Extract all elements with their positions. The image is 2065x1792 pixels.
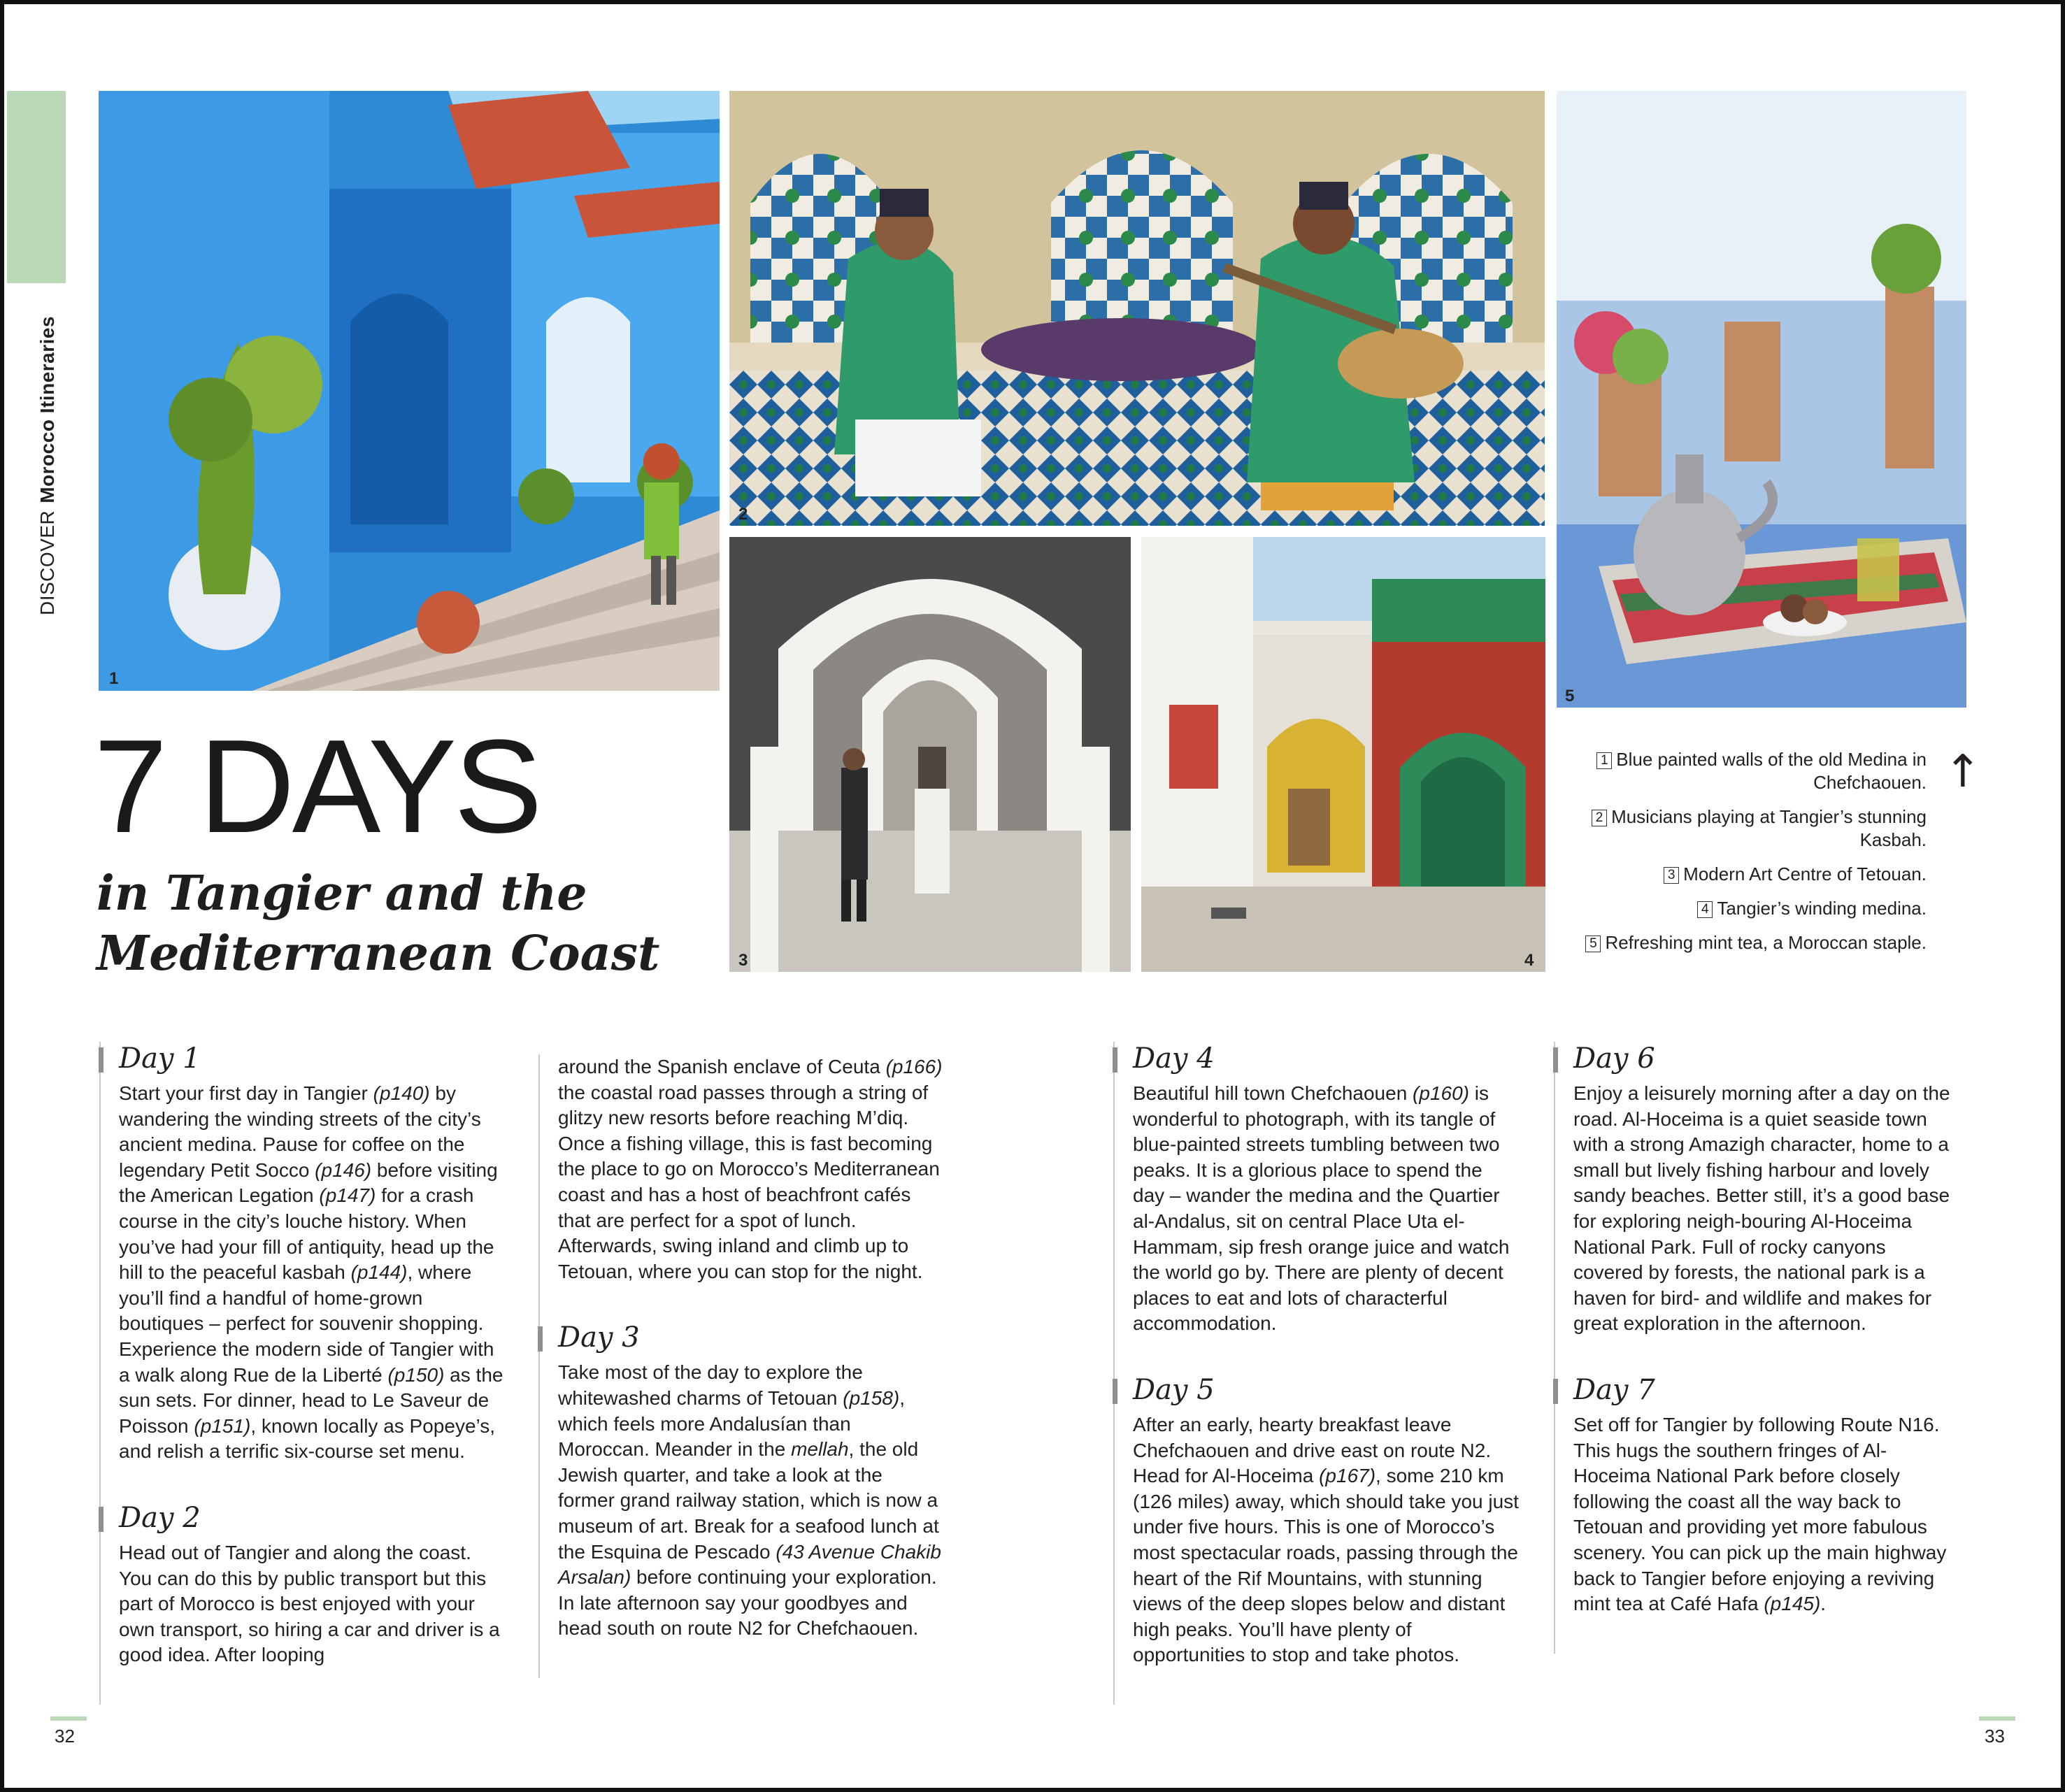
day-2-body: Head out of Tangier and along the coast. You can do this by public transport but this part of Morocco is best enjoyed with your own transport, so hiring a car and driver is a good idea. After looping [119,1541,500,1666]
day-4-heading: Day 4 [1133,1042,1519,1075]
photo-5-illustration [1557,91,1966,708]
folio-left-bar [50,1716,87,1721]
photo-2-illustration [729,91,1545,526]
day-5-body: After an early, hearty breakfast leave Chefchaouen and drive east on route N2. Head for Al-Hoceima (p167), some 210 km (126 miles) away, which should take you just under five hours. This is one of Morocco’s most spectacular roads, passing through the heart of the Rif Mountains, with stunning views of the deep slopes below and distant high peaks. You’ll have plenty of opportunities to stop and take photos. [1133,1413,1519,1666]
photo-4 [1141,537,1545,972]
caption-2 [1563,805,1927,852]
text-column-1 [99,1042,505,1705]
caption-number: 3 [1664,867,1679,884]
photo-3 [729,537,1131,972]
day-5-heading: Day 5 [1133,1373,1519,1407]
running-head [36,316,59,615]
day-4-section [1133,1042,1519,1337]
caption-text: Refreshing mint tea, a Moroccan staple. [1605,932,1927,953]
folio-right-bar [1979,1716,2015,1721]
day-3-heading: Day 3 [558,1321,944,1354]
photo-4-illustration [1141,537,1545,972]
day-5-section [1133,1373,1519,1668]
day-4-body: Beautiful hill town Chefchaouen (p160) is wonderful to photograph, with its tangle of blue-painted streets tumbling between two peaks. It is a glorious place to spend the day – wander the medina and the Quartier al-Andalus, sit on central Place Uta el-Hammam, sip fresh orange juice and watch the world go by. There are plenty of decent places to eat and lots of characterful accommodation. [1133,1082,1510,1335]
caption-3 [1563,863,1927,886]
photo-5 [1557,91,1966,708]
caption-4 [1563,897,1927,920]
caption-number: 1 [1596,752,1612,769]
running-head-chapter: Morocco Itineraries [36,315,58,503]
caption-number: 4 [1697,901,1713,918]
day-3-body: Take most of the day to explore the whitewashed charms of Tetouan (p158), which feels more Andalusían than Moroccan. Meander in the mellah, the old Jewish quarter, and take a look at the former grand railway station, which is now a museum of art. Break for a seafood lunch at the Esquina de Pescado (43 Avenue Chakib Arsalan) before continuing your exploration. In late afternoon say your goodbyes and head south on route N2 for Chefchaouen. [558,1361,941,1640]
photo-2 [729,91,1545,526]
text-column-4 [1554,1042,1959,1654]
day-1-heading: Day 1 [119,1042,505,1075]
caption-text: Tangier’s winding medina. [1717,898,1927,919]
text-column-2 [538,1054,944,1678]
day-2-heading: Day 2 [119,1501,505,1535]
caption-text: Blue painted walls of the old Medina in Chefchaouen. [1616,749,1927,793]
day-2-body-continued: around the Spanish enclave of Ceuta (p166) the coastal road passes through a string of glitzy new resorts before reaching M’diq. Once a fishing village, this is fast becoming the place to go on Morocco’s Mediterranean coast and has a host of beachfront cafés that are perfect for a spot of lunch. Afterwards, swing inland and climb up to Tetouan, where you can stop for the night. [558,1056,943,1282]
running-head-section: DISCOVER [36,510,58,615]
photo-1-illustration [99,91,720,691]
day-6-heading: Day 6 [1573,1042,1959,1075]
page-number-right: 33 [1985,1726,2005,1747]
caption-number: 2 [1592,810,1607,826]
caption-text: Musicians playing at Tangier’s stunning Kasbah. [1611,806,1927,850]
text-column-3 [1113,1042,1519,1705]
up-arrow-icon: ↑ [1944,746,1982,798]
day-7-section [1573,1373,1959,1617]
photo-5-number: 5 [1565,687,1575,705]
caption-5 [1563,931,1927,954]
page-subtitle: in Tangier and the Mediterranean Coast [97,866,660,982]
day-1-body: Start your first day in Tangier (p140) by wandering the winding streets of the city’s ancient medina. Pause for coffee on the legendary Petit Socco (p146) before visiting the American Legation (p147) for a crash course in the city’s louche history. When you’ve had your fill of antiquity, head up the hill to the peaceful kasbah (p144), where you’ll find a handful of home-grown boutiques – perfect for souvenir shopping. Experience the modern side of Tangier with a walk along Rue de la Liberté (p150) as the sun sets. For dinner, head to Le Saveur de Poisson (p151), known locally as Popeye’s, and relish a terrific six-course set menu. [119,1082,503,1463]
day-7-heading: Day 7 [1573,1373,1959,1407]
day-6-body: Enjoy a leisurely morning after a day on the road. Al-Hoceima is a quiet seaside town with a strong Amazigh character, home to a small but lively fishing harbour and lovely sandy beaches. Better still, it’s a good base for exploring neigh-bouring Al-Hoceima National Park. Full of rocky canyons covered by forests, the national park is a haven for bird- and wildlife and makes for great exploration in the afternoon. [1573,1082,1950,1335]
section-tab [7,91,66,283]
photo-1 [99,91,720,691]
photo-4-number: 4 [1524,951,1534,970]
day-1-section [119,1042,505,1465]
photo-1-number: 1 [109,669,119,688]
day-2-continued [558,1054,944,1284]
photo-3-number: 3 [738,951,748,970]
page-number-left: 32 [55,1726,75,1747]
photo-captions [1563,748,1927,966]
caption-1 [1563,748,1927,794]
day-6-section [1573,1042,1959,1337]
photo-3-illustration [729,537,1131,972]
caption-text: Modern Art Centre of Tetouan. [1683,863,1927,884]
day-2-section [119,1501,505,1668]
photo-2-number: 2 [738,505,748,524]
caption-number: 5 [1585,936,1601,952]
day-3-section [558,1321,944,1642]
day-7-body: Set off for Tangier by following Route N16. This hugs the southern fringes of Al-Hoceima National Park before closely following the coast all the way back to Tetouan and providing yet more fabulous scenery. You can pick up the main highway back to Tangier before enjoying a reviving mint tea at Café Hafa (p145). [1573,1413,1947,1615]
page-title: 7 DAYS [94,712,540,861]
